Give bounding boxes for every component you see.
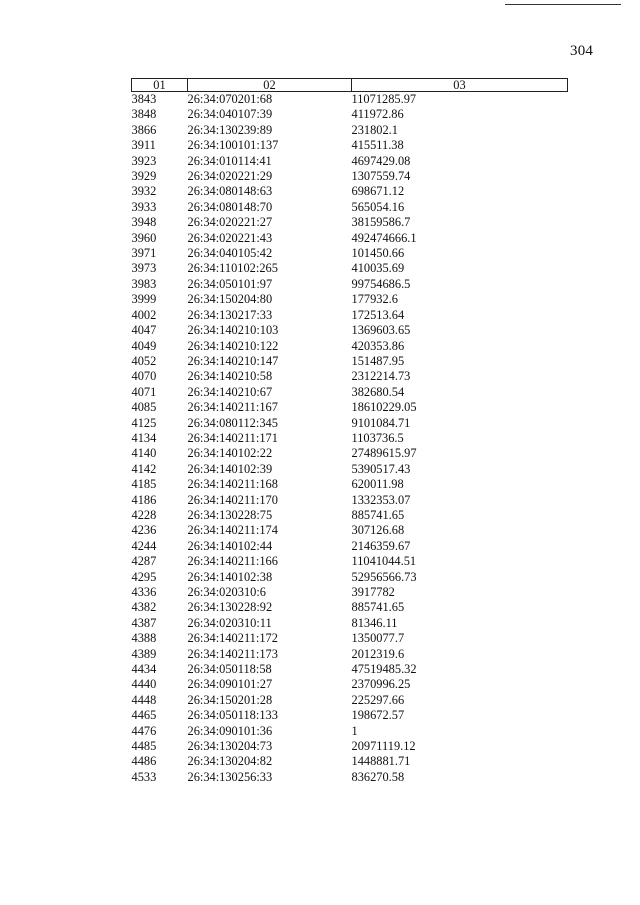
row-number-cell: 3932 — [131, 184, 157, 199]
header-row — [132, 79, 568, 92]
table-row — [132, 215, 568, 230]
table-row — [132, 169, 568, 184]
page-number: 304 — [570, 43, 594, 59]
register-table — [131, 78, 568, 785]
row-number-cell: 4185 — [131, 477, 157, 492]
table-row — [132, 369, 568, 384]
row-number-cell: 4002 — [131, 307, 157, 322]
table-row — [132, 123, 568, 138]
row-number-cell: 4047 — [131, 323, 157, 338]
value-cell: 47519485.32 — [351, 662, 417, 677]
table-row — [132, 354, 568, 369]
row-number-cell: 4085 — [131, 400, 157, 415]
cadastral-number-cell: 26:34:020310:11 — [187, 615, 272, 630]
top-rule — [505, 4, 621, 5]
table-row — [132, 708, 568, 723]
value-cell: 420353.86 — [351, 338, 405, 353]
table-row — [132, 600, 568, 615]
row-number-cell: 4228 — [131, 507, 157, 522]
table-row — [132, 277, 568, 292]
cadastral-number-cell: 26:34:130228:75 — [187, 507, 273, 522]
table-row — [132, 184, 568, 199]
row-number-cell: 4336 — [131, 585, 157, 599]
cadastral-number-cell: 26:34:140211:173 — [187, 646, 278, 661]
cadastral-number-cell: 26:34:140211:167 — [187, 400, 278, 415]
row-number-cell: 4389 — [131, 646, 157, 661]
cadastral-number-cell: 26:34:040107:39 — [187, 107, 273, 122]
row-number-cell: 4287 — [131, 554, 157, 569]
column-header-02: 02 — [188, 79, 352, 92]
row-number-cell: 4049 — [131, 338, 157, 353]
row-number-cell: 4440 — [131, 677, 157, 692]
value-cell: 307126.68 — [351, 523, 405, 538]
value-cell: 11071285.97 — [351, 92, 417, 106]
cadastral-number-cell: 26:34:050101:97 — [187, 276, 273, 291]
table-header — [132, 79, 568, 92]
table-row — [132, 200, 568, 215]
table-row — [132, 585, 568, 600]
value-cell: 52956566.73 — [351, 569, 417, 584]
table-row — [132, 231, 568, 246]
row-number-cell: 3911 — [131, 138, 156, 153]
cadastral-number-cell: 26:34:130204:82 — [187, 754, 273, 769]
row-number-cell: 3848 — [131, 107, 157, 122]
cadastral-number-cell: 26:34:140102:44 — [187, 538, 273, 553]
row-number-cell: 4142 — [131, 461, 157, 476]
cadastral-number-cell: 26:34:100101:137 — [187, 138, 279, 153]
value-cell: 620011.98 — [351, 477, 404, 492]
row-number-cell: 3971 — [131, 246, 157, 261]
value-cell: 4697429.08 — [351, 153, 411, 168]
row-number-cell: 3866 — [131, 122, 157, 137]
row-number-cell: 4052 — [131, 353, 157, 368]
cadastral-number-cell: 26:34:110102:265 — [187, 261, 278, 276]
cadastral-number-cell: 26:34:140102:38 — [187, 569, 273, 584]
table-row — [132, 508, 568, 523]
value-cell: 1307559.74 — [351, 169, 411, 184]
table-row — [132, 693, 568, 708]
value-cell: 5390517.43 — [351, 461, 411, 476]
cadastral-number-cell: 26:34:140102:22 — [187, 446, 273, 461]
row-number-cell: 3973 — [131, 261, 157, 276]
row-number-cell: 3999 — [131, 292, 157, 307]
row-number-cell: 4236 — [131, 523, 157, 538]
value-cell: 1103736.5 — [351, 430, 404, 445]
cadastral-number-cell: 26:34:140102:39 — [187, 461, 273, 476]
table-row — [132, 431, 568, 446]
cadastral-number-cell: 26:34:130204:73 — [187, 739, 273, 754]
table-row — [132, 539, 568, 554]
row-number-cell: 3843 — [131, 92, 157, 106]
cadastral-number-cell: 26:34:080148:63 — [187, 184, 273, 199]
table-row — [132, 385, 568, 400]
table-row — [132, 92, 568, 108]
value-cell: 2012319.6 — [351, 646, 405, 661]
cadastral-number-cell: 26:34:090101:27 — [187, 677, 273, 692]
row-number-cell: 4295 — [131, 569, 157, 584]
row-number-cell: 4387 — [131, 615, 157, 630]
table-row — [132, 416, 568, 431]
table-row — [132, 677, 568, 692]
value-cell: 20971119.12 — [351, 739, 416, 754]
value-cell: 18610229.05 — [351, 400, 417, 415]
value-cell: 1 — [351, 723, 358, 738]
table-row — [132, 308, 568, 323]
value-cell: 11041044.51 — [351, 554, 417, 569]
value-cell: 231802.1 — [351, 122, 398, 137]
row-number-cell: 4388 — [131, 631, 157, 646]
table-row — [132, 339, 568, 354]
value-cell: 885741.65 — [351, 600, 405, 615]
row-number-cell: 4533 — [131, 769, 157, 784]
value-cell: 1448881.71 — [351, 754, 411, 769]
table-row — [132, 739, 568, 754]
row-number-cell: 4486 — [131, 754, 157, 769]
table-row — [132, 662, 568, 677]
table-row — [132, 493, 568, 508]
value-cell: 2312214.73 — [351, 369, 411, 384]
value-cell: 411972.86 — [351, 107, 404, 122]
value-cell: 382680.54 — [351, 384, 405, 399]
value-cell: 198672.57 — [351, 708, 405, 723]
cadastral-number-cell: 26:34:020221:27 — [187, 215, 273, 230]
value-cell: 1350077.7 — [351, 631, 405, 646]
value-cell: 99754686.5 — [351, 276, 411, 291]
cadastral-number-cell: 26:34:080148:70 — [187, 199, 273, 214]
table-row — [132, 754, 568, 769]
value-cell: 38159586.7 — [351, 215, 411, 230]
table-row — [132, 154, 568, 169]
table-row — [132, 647, 568, 662]
row-number-cell: 3948 — [131, 215, 157, 230]
cadastral-number-cell: 26:34:020310:6 — [187, 585, 266, 599]
value-cell: 81346.11 — [351, 615, 398, 630]
value-cell: 151487.95 — [351, 353, 405, 368]
value-cell: 836270.58 — [351, 769, 405, 784]
value-cell: 101450.66 — [351, 246, 405, 261]
table-row — [132, 724, 568, 739]
cadastral-number-cell: 26:34:090101:36 — [187, 723, 273, 738]
value-cell: 3917782 — [351, 585, 395, 599]
table-row — [132, 138, 568, 153]
cadastral-number-cell: 26:34:140211:172 — [187, 631, 278, 646]
row-number-cell: 4485 — [131, 739, 157, 754]
table-row — [132, 770, 568, 785]
row-number-cell: 3929 — [131, 169, 157, 184]
row-number-cell: 4071 — [131, 384, 157, 399]
cadastral-number-cell: 26:34:140210:103 — [187, 323, 279, 338]
table-row — [132, 446, 568, 461]
cadastral-number-cell: 26:34:130217:33 — [187, 307, 273, 322]
cadastral-number-cell: 26:34:070201:68 — [187, 92, 273, 106]
row-number-cell: 4134 — [131, 430, 157, 445]
value-cell: 225297.66 — [351, 692, 405, 707]
value-cell: 2146359.67 — [351, 538, 411, 553]
row-number-cell: 4186 — [131, 492, 157, 507]
table-row — [132, 554, 568, 569]
cadastral-number-cell: 26:34:140211:166 — [187, 554, 278, 569]
table-row — [132, 400, 568, 415]
value-cell: 415511.38 — [351, 138, 404, 153]
row-number-cell: 4448 — [131, 692, 157, 707]
table-row — [132, 246, 568, 261]
value-cell: 172513.64 — [351, 307, 405, 322]
value-cell: 885741.65 — [351, 507, 405, 522]
cadastral-number-cell: 26:34:140210:67 — [187, 384, 273, 399]
cadastral-number-cell: 26:34:140211:170 — [187, 492, 278, 507]
cadastral-number-cell: 26:34:010114:41 — [187, 153, 272, 168]
row-number-cell: 4140 — [131, 446, 157, 461]
value-cell: 1369603.65 — [351, 323, 411, 338]
table-row — [132, 292, 568, 307]
column-header-01: 01 — [132, 79, 188, 92]
table-row — [132, 462, 568, 477]
table-row — [132, 323, 568, 338]
value-cell: 27489615.97 — [351, 446, 417, 461]
value-cell: 2370996.25 — [351, 677, 411, 692]
table-row — [132, 570, 568, 585]
row-number-cell: 4125 — [131, 415, 157, 430]
value-cell: 565054.16 — [351, 199, 405, 214]
cadastral-number-cell: 26:34:140211:174 — [187, 523, 278, 538]
cadastral-number-cell: 26:34:150204:80 — [187, 292, 273, 307]
value-cell: 698671.12 — [351, 184, 405, 199]
row-number-cell: 3933 — [131, 199, 157, 214]
cadastral-number-cell: 26:34:140210:122 — [187, 338, 279, 353]
cadastral-number-cell: 26:34:140210:58 — [187, 369, 273, 384]
column-header-03: 03 — [352, 79, 568, 92]
row-number-cell: 4070 — [131, 369, 157, 384]
value-cell: 9101084.71 — [351, 415, 411, 430]
cadastral-number-cell: 26:34:050118:133 — [187, 708, 278, 723]
table-row — [132, 107, 568, 122]
table-row — [132, 616, 568, 631]
table-row — [132, 261, 568, 276]
table-row — [132, 631, 568, 646]
row-number-cell: 3960 — [131, 230, 157, 245]
cadastral-number-cell: 26:34:050118:58 — [187, 662, 272, 677]
table-row — [132, 523, 568, 538]
value-cell: 492474666.1 — [351, 230, 417, 245]
cadastral-number-cell: 26:34:150201:28 — [187, 692, 273, 707]
table-body — [132, 92, 568, 786]
row-number-cell: 3923 — [131, 153, 157, 168]
cadastral-number-cell: 26:34:040105:42 — [187, 246, 273, 261]
value-cell: 410035.69 — [351, 261, 405, 276]
row-number-cell: 4244 — [131, 538, 157, 553]
cadastral-number-cell: 26:34:080112:345 — [187, 415, 278, 430]
row-number-cell: 4382 — [131, 600, 157, 615]
row-number-cell: 3983 — [131, 276, 157, 291]
row-number-cell: 4465 — [131, 708, 157, 723]
value-cell: 177932.6 — [351, 292, 398, 307]
value-cell: 1332353.07 — [351, 492, 411, 507]
cadastral-number-cell: 26:34:140211:171 — [187, 430, 278, 445]
table-row — [132, 477, 568, 492]
row-number-cell: 4476 — [131, 723, 157, 738]
cadastral-number-cell: 26:34:140210:147 — [187, 353, 279, 368]
cadastral-number-cell: 26:34:130239:89 — [187, 122, 273, 137]
cadastral-number-cell: 26:34:020221:29 — [187, 169, 273, 184]
row-number-cell: 4434 — [131, 662, 157, 677]
cadastral-number-cell: 26:34:140211:168 — [187, 477, 278, 492]
cadastral-number-cell: 26:34:020221:43 — [187, 230, 273, 245]
cadastral-number-cell: 26:34:130256:33 — [187, 769, 273, 784]
cadastral-number-cell: 26:34:130228:92 — [187, 600, 273, 615]
